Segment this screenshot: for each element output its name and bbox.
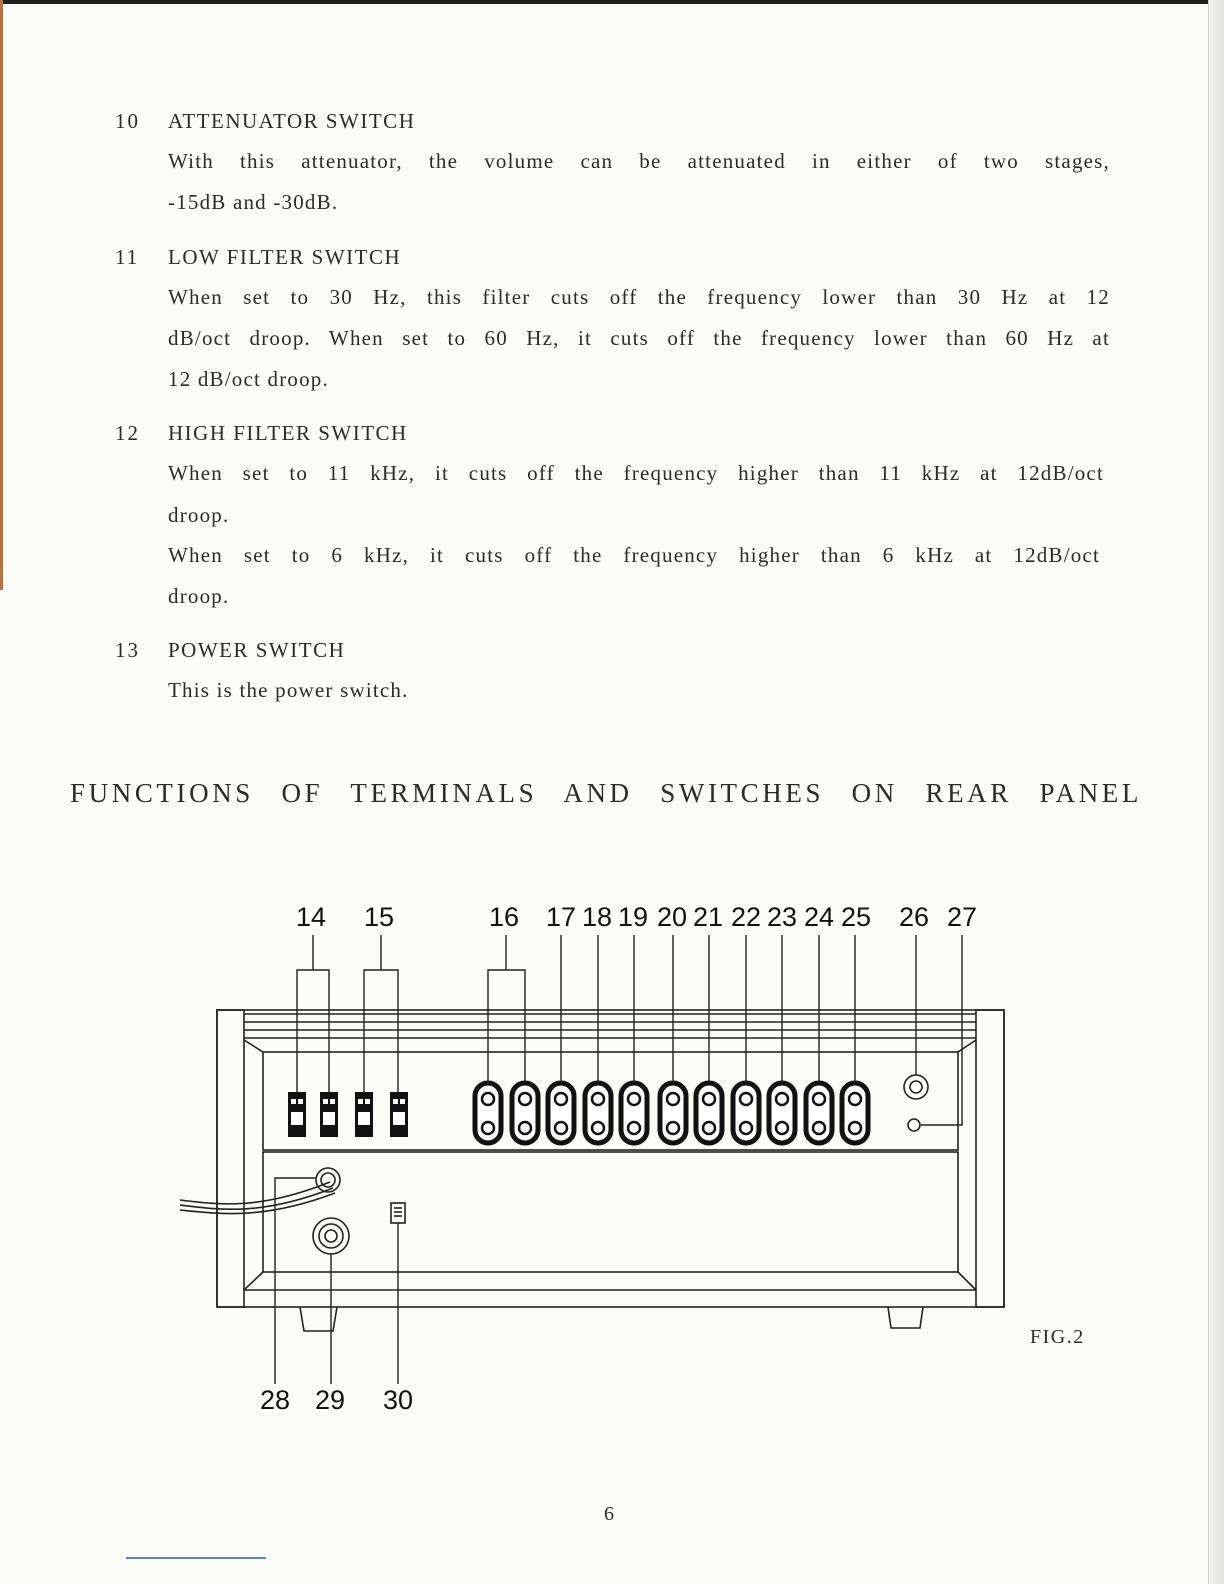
right-side-post: [976, 1010, 1004, 1307]
callout-24: 24: [803, 902, 835, 932]
item-heading: ATTENUATOR SWITCH: [168, 109, 416, 133]
page-number: 6: [604, 1503, 614, 1525]
item-number: 12: [115, 421, 140, 445]
callout-19: 19: [617, 902, 649, 932]
rear-panel-diagram: [0, 880, 1224, 1440]
callout-numbers: [260, 902, 977, 1415]
callout-30: 30: [382, 1385, 414, 1415]
item-text-line: When set to 30 Hz, this filter cuts off the frequency lower than 30 Hz at 12: [168, 285, 1110, 309]
power-cord: [180, 1182, 330, 1204]
callout-20: 20: [656, 902, 688, 932]
item-text-line: droop.: [168, 503, 230, 527]
item-text-line: -15dB and -30dB.: [168, 190, 339, 214]
callout-29: 29: [314, 1385, 346, 1415]
callout-26: 26: [898, 902, 930, 932]
figure-caption: FIG.2: [1030, 1326, 1085, 1348]
left-side-post: [217, 1010, 244, 1307]
item-text-line: 12 dB/oct droop.: [168, 367, 329, 391]
item-number: 10: [115, 109, 140, 133]
callout-15: 15: [363, 902, 395, 932]
ground-terminal: [908, 1119, 920, 1131]
callout-18: 18: [581, 902, 613, 932]
callout-22: 22: [730, 902, 762, 932]
left-edge: [0, 0, 3, 590]
footer-rule: [126, 1557, 266, 1559]
section-title: FUNCTIONS OF TERMINALS AND SWITCHES ON REAR PANEL: [70, 778, 1142, 808]
callout-23: 23: [766, 902, 798, 932]
top-border: [0, 0, 1224, 4]
item-text-line: When set to 6 kHz, it cuts off the frequency higher than 6 kHz at 12dB/oct: [168, 543, 1100, 567]
cabinet-outline: [217, 1010, 1004, 1307]
item-text-line: When set to 11 kHz, it cuts off the frequency higher than 11 kHz at 12dB/oct: [168, 461, 1104, 485]
voltage-selector: [391, 1203, 405, 1223]
item-text-line: droop.: [168, 584, 230, 608]
cord-bushing: [316, 1168, 340, 1192]
item-heading: HIGH FILTER SWITCH: [168, 421, 408, 445]
item-number: 11: [115, 245, 140, 269]
callout-25: 25: [840, 902, 872, 932]
slide-switches: [288, 1092, 408, 1137]
din-socket: [904, 1075, 928, 1099]
item-heading: POWER SWITCH: [168, 638, 346, 662]
rca-jacks: [475, 1083, 868, 1143]
callout-21: 21: [692, 902, 724, 932]
item-number: 13: [115, 638, 140, 662]
callout-27: 27: [946, 902, 978, 932]
item-heading: LOW FILTER SWITCH: [168, 245, 402, 269]
lower-panel: [263, 1152, 958, 1272]
callout-14: 14: [295, 902, 327, 932]
callout-17: 17: [545, 902, 577, 932]
foot-right: [888, 1307, 923, 1328]
callout-16: 16: [488, 902, 520, 932]
item-text-line: With this attenuator, the volume can be attenuated in either of two stages,: [168, 149, 1110, 173]
leader-lines: [275, 935, 962, 1384]
callout-28: 28: [259, 1385, 291, 1415]
item-text-line: This is the power switch.: [168, 678, 409, 702]
item-text-line: dB/oct droop. When set to 60 Hz, it cuts off the frequency lower than 60 Hz at: [168, 326, 1110, 350]
